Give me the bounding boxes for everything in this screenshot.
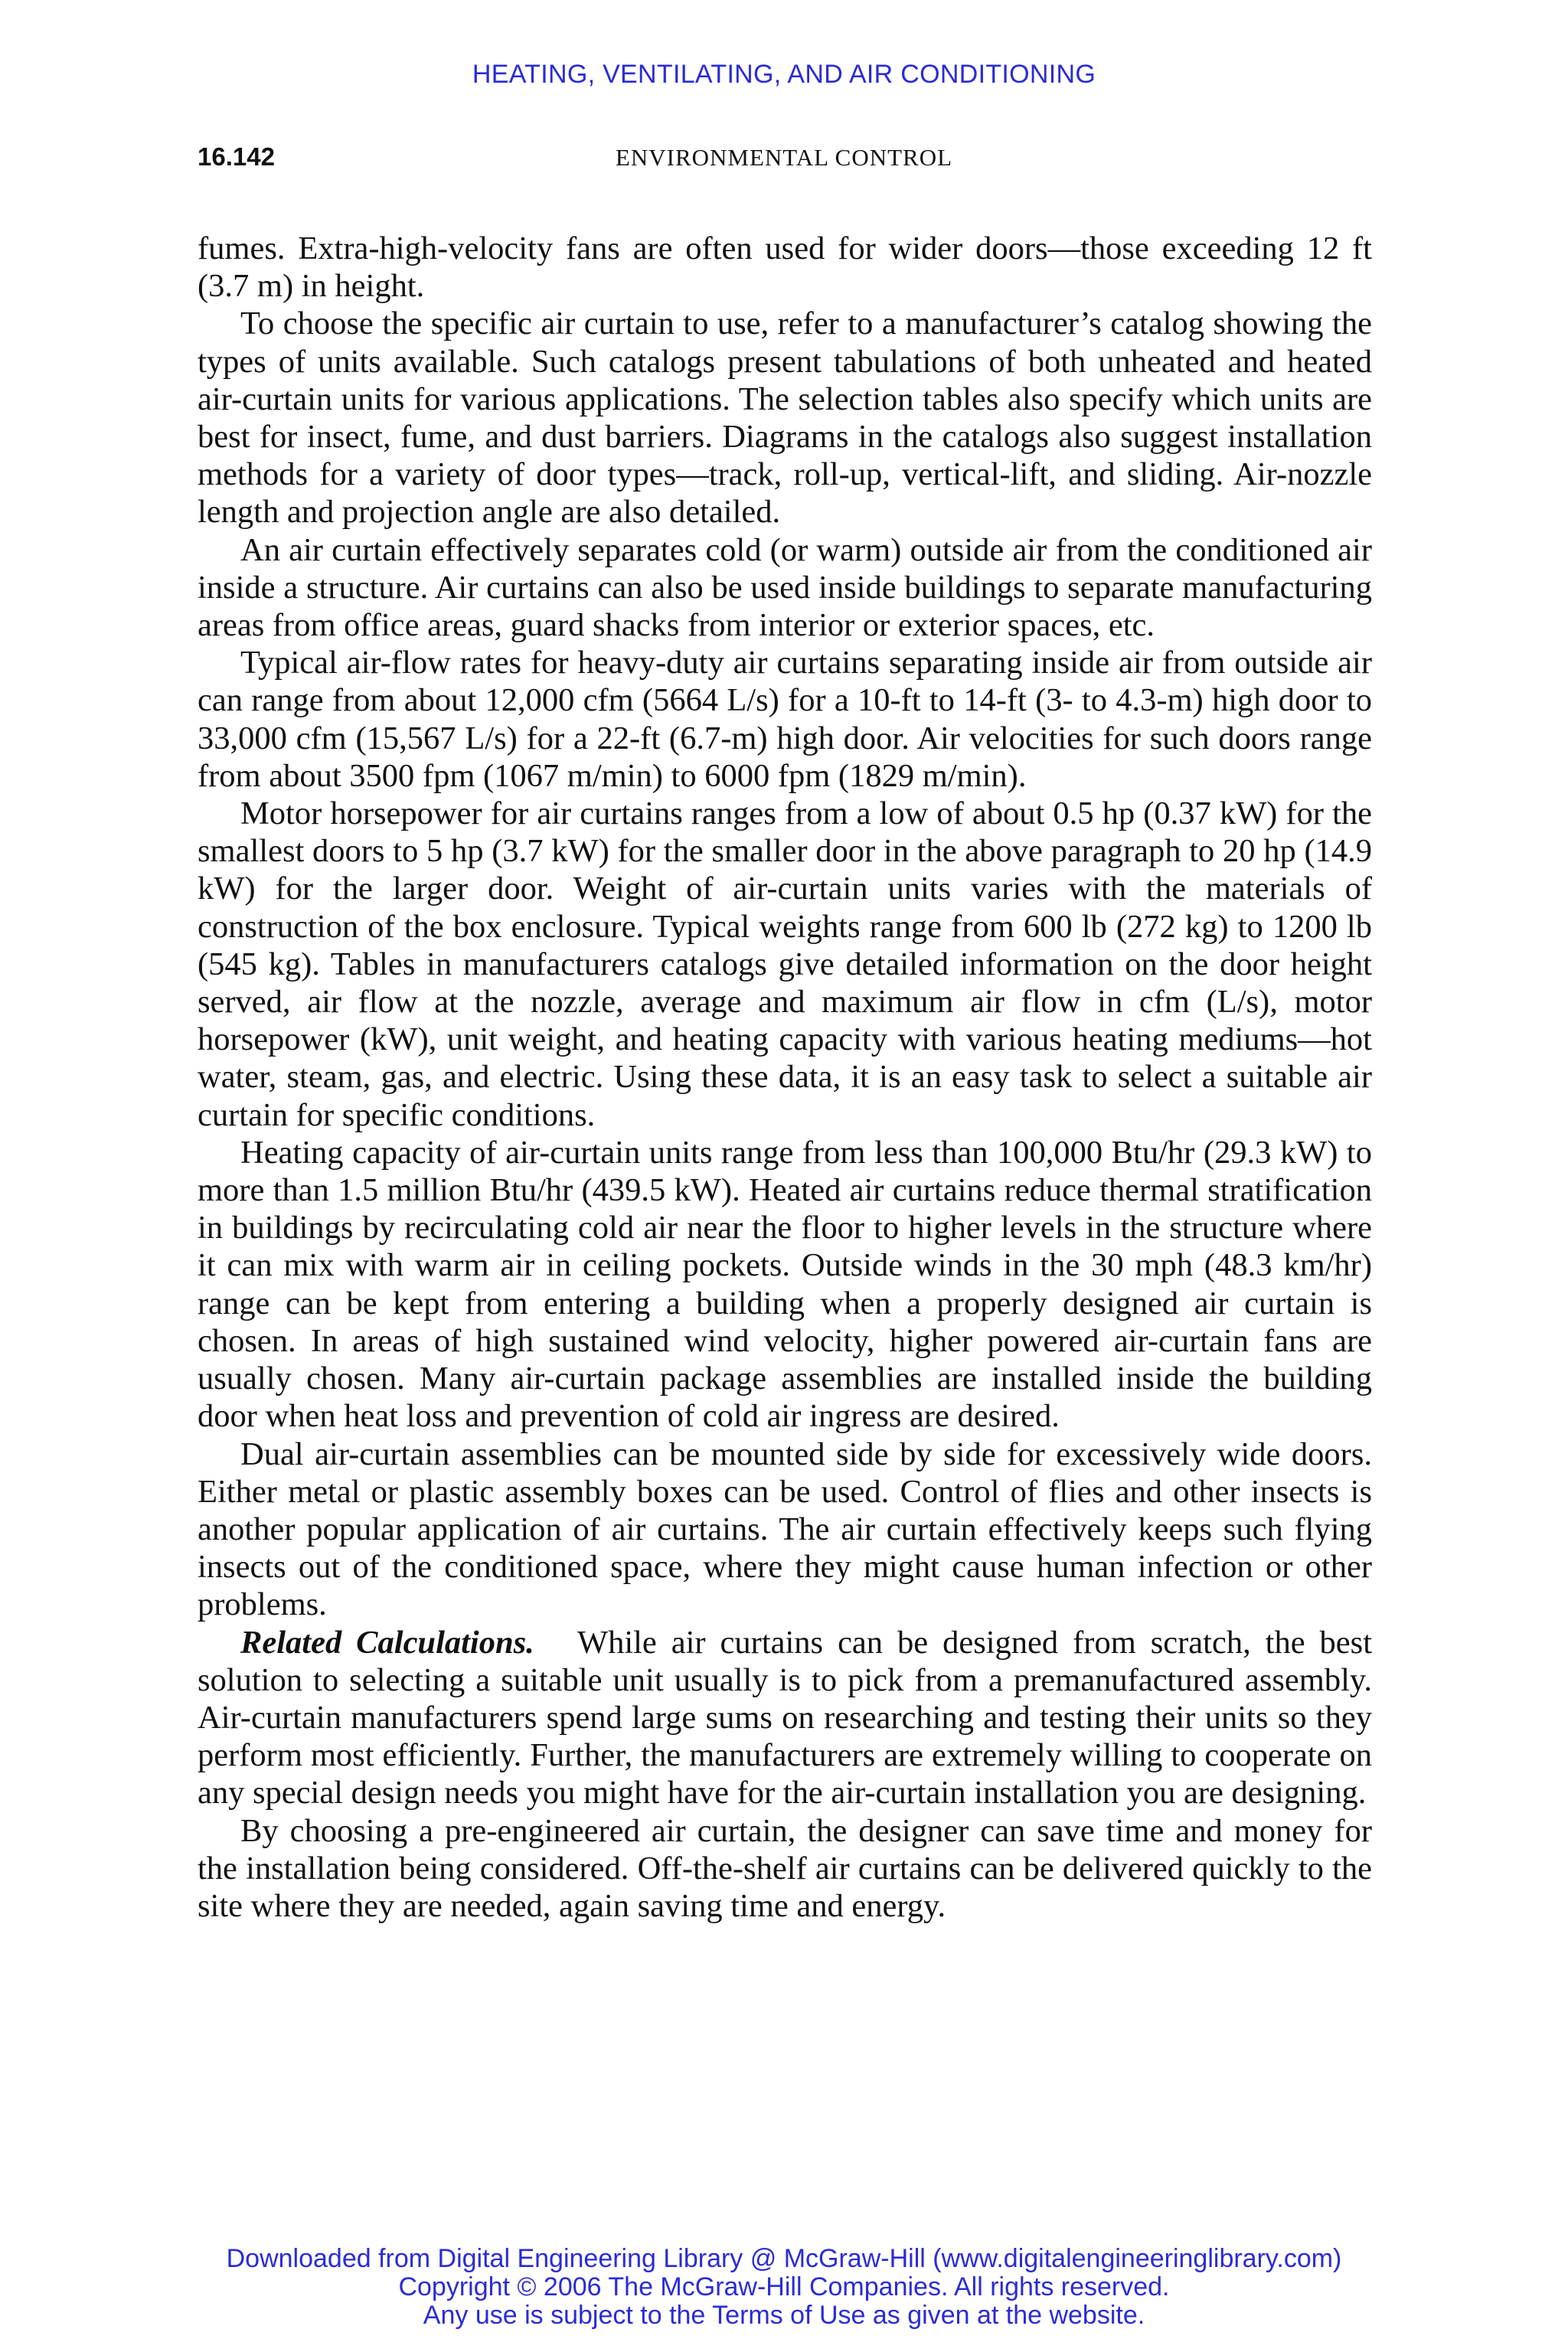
related-calculations-text: While air curtains can be designed from scratch, the best solution to selecting a suitable unit usually is to pick from a premanufactured assembly. Air-curtain manufacturers spend large sums on researching and testing their units so they perform most efficiently. Further, the manufacturers are extremely willing to cooperate on any special design needs you might have for the air-curtain installation you are designing. [198,1624,1373,1811]
paragraph: fumes. Extra-high-velocity fans are often used for wider doors—those exceeding 12 ft (3.7 m) in height. [198,230,1372,305]
running-head: HEATING, VENTILATING, AND AIR CONDITIONING [472,60,1096,89]
footer-download-link[interactable]: Downloaded from Digital Engineering Library @ McGraw-Hill (www.digitalengineeringlibrary.com) [226,2244,1342,2273]
paragraph: Typical air-flow rates for heavy-duty air curtains separating inside air from outside air can range from about 12,000 cfm (5664 L/s) for a 10-ft to 14-ft (3- to 4.3-m) high door to 33,000 cfm (15,567 L/s) for a 22-ft (6.7-m) high door. Air velocities for such doors range from about 3500 fpm (1067 m/min) to 6000 fpm (1829 m/min). [198,645,1372,794]
page-number: 16.142 [198,142,275,171]
run-in-heading: Related Calculations. [240,1624,534,1661]
paragraph: To choose the specific air curtain to use, refer to a manufacturer’s catalog showing the types of units available. Such catalogs present tabulations of both unheated and heated air-curtain units for various applications. The selection tables also specify which units are best for insect, fume, and dust barriers. Diagrams in the catalogs also suggest installation methods for a variety of door types—track, roll-up, vertical-lift, and sliding. Air-nozzle length and projection angle are also detailed. [198,305,1372,531]
paragraph: An air curtain effectively separates cold (or warm) outside air from the conditioned air inside a structure. Air curtains can also be used inside buildings to separate manufacturing areas from office areas, guard shacks from interior or exterior spaces, etc. [198,531,1372,644]
body-text [198,230,1372,1925]
paragraph: Motor horsepower for air curtains ranges from a low of about 0.5 hp (0.37 kW) for the smallest doors to 5 hp (3.7 kW) for the smaller door in the above paragraph to 20 hp (14.9 kW) for the larger door. Weight of air-curtain units varies with the materials of construction of the box enclosure. Typical weights range from 600 lb (272 kg) to 1200 lb (545 kg). Tables in manufacturers catalogs give detailed information on the door height served, air flow at the nozzle, average and maximum air flow in cfm (L/s), motor horsepower (kW), unit weight, and heating capacity with various heating mediums—hot water, steam, gas, and electric. Using these data, it is an easy task to select a suitable air curtain for specific conditions. [198,795,1372,1133]
footer [0,2245,1568,2330]
paragraph: Heating capacity of air-curtain units range from less than 100,000 Btu/hr (29.3 kW) to more than 1.5 million Btu/hr (439.5 kW). Heated air curtains reduce thermal stratification in buildings by recirculating cold air near the floor to higher levels in the structure where it can mix with warm air in ceiling pockets. Outside winds in the 30 mph (48.3 km/hr) range can be kept from entering a building when a properly designed air curtain is chosen. In areas of high sustained wind velocity, higher powered air-curtain fans are usually chosen. Many air-curtain package assemblies are installed inside the building door when heat loss and prevention of cold air ingress are desired. [198,1134,1372,1435]
closing-paragraph: By choosing a pre-engineered air curtain, the designer can save time and money for the installation being considered. Off-the-shelf air curtains can be delivered quickly to the site where they are needed, again saving time and energy. [198,1812,1372,1924]
related-calculations-paragraph [198,1624,1372,1812]
paragraph: Dual air-curtain assemblies can be mounted side by side for excessively wide doors. Either metal or plastic assembly boxes can be used. Control of flies and other insects is another popular application of air curtains. The air curtain effectively keeps such flying insects out of the conditioned space, where they might cause human infection or other problems. [198,1436,1372,1623]
section-title: ENVIRONMENTAL CONTROL [615,144,953,171]
footer-copyright: Copyright © 2006 The McGraw-Hill Companies. All rights reserved. [398,2272,1170,2301]
footer-terms: Any use is subject to the Terms of Use as given at the website. [423,2301,1145,2330]
